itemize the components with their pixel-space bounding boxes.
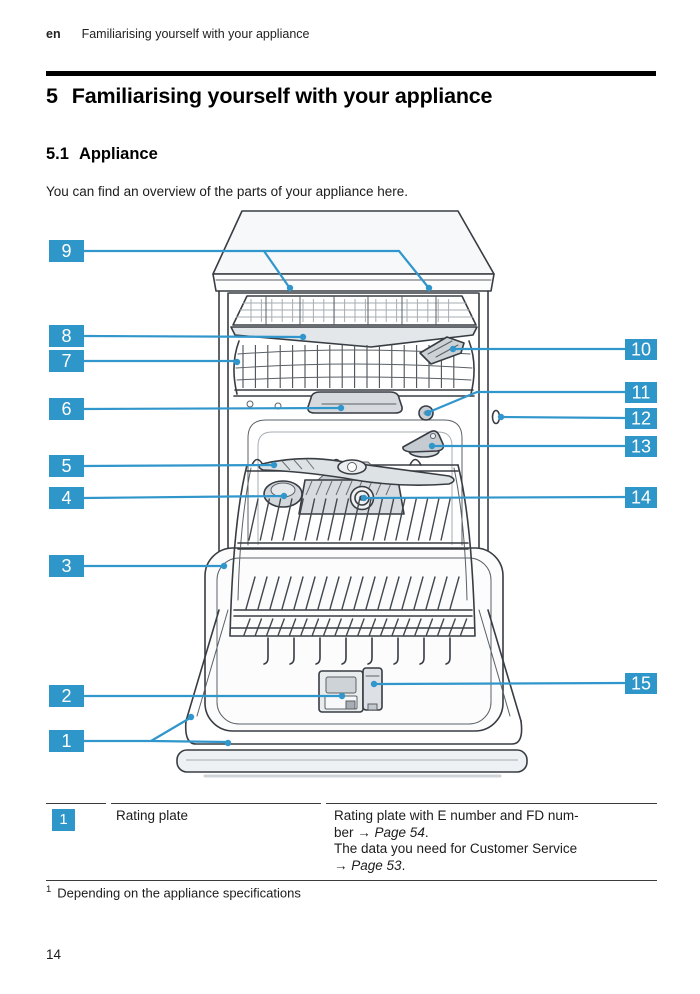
callout-11 (625, 382, 657, 403)
callout-14-label: 14 (630, 487, 652, 508)
appliance-figure (0, 195, 700, 780)
callout-3 (49, 555, 84, 577)
row-number-badge (52, 809, 75, 831)
callout-10 (625, 339, 657, 360)
callout-13 (625, 436, 657, 457)
page-number: 14 (46, 947, 62, 962)
callout-2 (49, 685, 84, 707)
footnote-text: Depending on the appliance specifications (57, 885, 301, 901)
chapter-rule (46, 71, 656, 76)
language-tag: en (46, 27, 61, 41)
callout-1-label: 1 (61, 731, 72, 751)
table-row (46, 803, 657, 880)
callout-7-label: 7 (61, 351, 72, 371)
callout-12-label: 12 (630, 408, 652, 429)
callout-4-label: 4 (61, 488, 72, 508)
row-part-name: Rating plate (111, 803, 321, 880)
footnote-marker: 1 (46, 884, 52, 895)
callout-6-label: 6 (61, 399, 72, 419)
callout-3-label: 3 (61, 556, 72, 576)
callout-14 (625, 487, 657, 508)
callout-7 (49, 350, 84, 372)
callout-1 (49, 730, 84, 752)
callout-5 (49, 455, 84, 477)
section-heading (46, 145, 158, 164)
running-header (46, 27, 309, 41)
chapter-title: Familiarising yourself with your appliance (71, 84, 493, 108)
callout-13-label: 13 (630, 436, 652, 457)
callout-12 (625, 408, 657, 429)
intro-paragraph: You can find an overview of the parts of your appliance here. (46, 184, 408, 199)
section-number: 5.1 (46, 145, 69, 163)
callout-6 (49, 398, 84, 420)
chapter-number: 5 (46, 84, 58, 108)
callout-15-label: 15 (630, 673, 652, 694)
callout-15 (625, 673, 657, 694)
callout-8-label: 8 (61, 326, 72, 346)
chapter-heading (46, 84, 492, 109)
callout-9 (49, 240, 84, 262)
callout-10-label: 10 (630, 339, 652, 360)
callout-5-label: 5 (61, 456, 72, 476)
callout-9-label: 9 (61, 241, 72, 261)
footnote (46, 884, 301, 900)
row-description: Rating plate with E number and FD num- ber → Page 54. The data you need for Customer Service → Page 53. (326, 803, 657, 880)
dishwasher-illustration (177, 211, 527, 776)
callout-2-label: 2 (61, 686, 72, 706)
parts-table (46, 803, 657, 881)
callout-4 (49, 487, 84, 509)
running-header-title: Familiarising yourself with your appliance (81, 27, 310, 41)
callout-11-label: 11 (631, 382, 651, 403)
callout-8 (49, 325, 84, 347)
row-number: 1 (59, 810, 68, 828)
section-title: Appliance (78, 145, 158, 163)
